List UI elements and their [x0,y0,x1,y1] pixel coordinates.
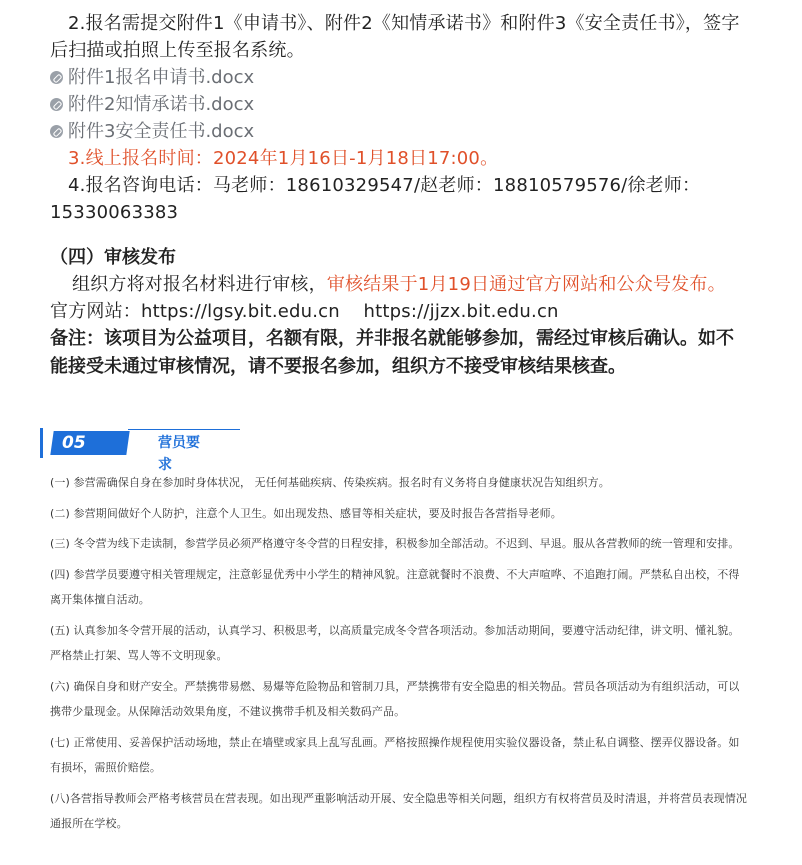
section-4-heading: （四）审核发布 [50,247,176,268]
section-title: 营员要求 [158,435,200,473]
website-line: 官方网站：https://lgsy.bit.edu.cn https://jjzx.bit.edu.cn [50,301,559,322]
rule-item: (四) 参营学员要遵守相关管理规定，注意彰显优秀中小学生的精神风貌。注意就餐时不浪费、不大声喧哗、不追跑打闹。严禁私自出校，不得离开集体擅自活动。 [50,567,740,606]
attachment-1[interactable] [50,64,750,91]
section-5-header [40,428,200,473]
rule-item: (七) 正常使用、妥善保护活动场地，禁止在墙壁或家具上乱写乱画。严格按照操作规程使用实验仪器设备，禁止私自调整、摆弄仪器设备。如有损坏，需照价赔偿。 [50,735,740,774]
link-icon [50,71,63,84]
rule-item: (八)各营指导教师会严格考核营员在营表现。如出现严重影响活动开展、安全隐患等相关问题，组织方有权将营员及时清退，并将营员表现情况通报所在学校。 [50,791,747,830]
step-4-paragraph: 4.报名咨询电话：马老师：18610329547/赵老师：18810579576/徐老师：15330063383 [50,175,701,223]
review-highlight: 审核结果于1月19日通过官方网站和公众号发布。 [326,274,726,295]
rule-item: (五) 认真参加冬令营开展的活动，认真学习、积极思考，以高质量完成冬令营各项活动。参加活动期间，要遵守活动纪律，讲文明、懂礼貌。严格禁止打架、骂人等不文明现象。 [50,623,740,662]
note-paragraph: 备注：该项目为公益项目，名额有限，并非报名就能够参加，需经过审核后确认。如不能接受未通过审核情况，请不要报名参加，组织方不接受审核结果核查。 [50,328,734,377]
rule-item: (六) 确保自身和财产安全。严禁携带易燃、易爆等危险物品和管制刀具，严禁携带有安全隐患的相关物品。营员各项活动为有组织活动，可以携带少量现金。从保障活动效果角度，不建议携带手机及相关数码产品。 [50,679,740,718]
rule-item: (二) 参营期间做好个人防护，注意个人卫生。如出现发热、感冒等相关症状，要及时报告各营指导老师。 [50,506,562,520]
link-icon [50,98,63,111]
attachment-2-link[interactable]: 附件2知情承诺书.docx [68,94,255,115]
attachment-1-link[interactable]: 附件1报名申请书.docx [68,67,255,88]
link-icon [50,125,63,138]
rule-item: (三) 冬令营为线下走读制，参营学员必须严格遵守冬令营的日程安排，积极参加全部活动。不迟到、早退。服从各营教师的统一管理和安排。 [50,537,740,550]
section-number: 05 [62,433,86,453]
section-accent-bar [40,428,43,458]
attachment-3[interactable] [50,118,750,145]
attachment-3-link[interactable]: 附件3安全责任书.docx [68,121,255,142]
step-3-prefix: 3. [68,148,86,169]
step-3-text: 线上报名时间：2024年1月16日-1月18日17:00。 [85,148,499,169]
step-3-paragraph [50,145,750,172]
rules-list [50,470,750,842]
review-paragraph [50,271,750,298]
rule-item: (一) 参营需确保自身在参加时身体状况， 无任何基础疾病、传染疾病。报名时有义务将自身健康状况告知组织方。 [50,476,610,489]
article-body [50,0,750,381]
step-2-paragraph: 2.报名需提交附件1《申请书》、附件2《知情承诺书》和附件3《安全责任书》，签字后扫描或拍照上传至报名系统。 [50,13,740,61]
attachment-2[interactable] [50,91,750,118]
review-text: 组织方将对报名材料进行审核， [72,274,327,295]
section-divider-line [128,429,240,430]
